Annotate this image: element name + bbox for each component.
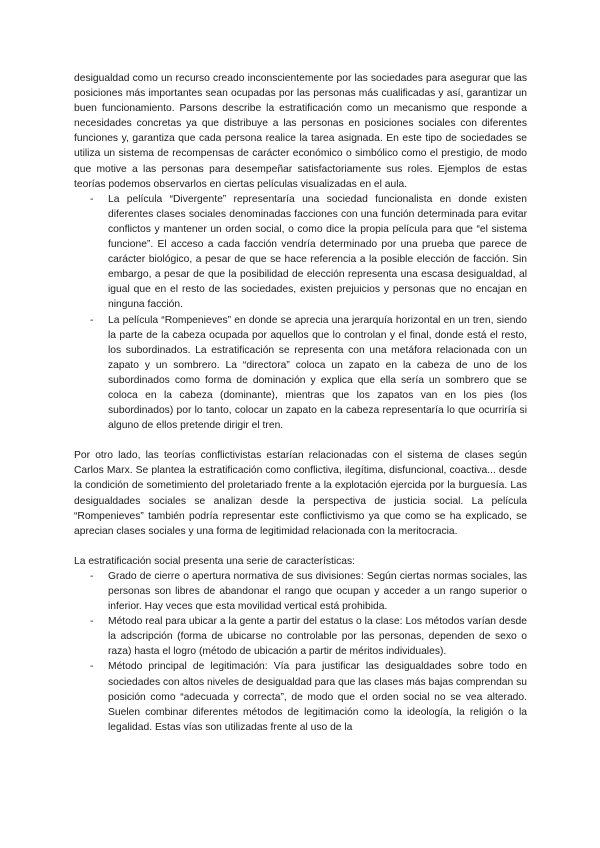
list-item-legitimation-method: - Método principal de legitimación: Vía para justificar las desigualdades sobre todo en sociedades con altos niveles de desigualdad para que las clases más bajas comprendan su posición como “adecuada y correcta”, de modo que el orden social no se vea alterado. Suelen combinar diferentes métodos de legitimación como la ideología, la religión o la legalidad. Estas vías son utilizadas frente al uso de la: [74, 659, 527, 734]
list-item-divergente: - La película “Divergente” representaría una sociedad funcionalista en donde existen diferentes clases sociales denominadas facciones con una función determinada para evitar conflictos y mantener un orden social, o como dice la propia película para que “el sistema funcione”. El acceso a cada facción vendría determinado por una prueba que parece de carácter biológico, a pesar de que se hace referencia a la posible elección de facción. Sin embargo, a pesar de que la posibilidad de elección representa una escasa desigualdad, al igual que en el resto de las sociedades, existen prejuicios y personas que no encajan en ninguna facción.: [74, 192, 527, 313]
characteristics-intro: La estratificación social presenta una serie de características:: [74, 555, 356, 567]
page-content: [74, 71, 527, 735]
spacer: [74, 539, 527, 554]
list-item-rompenieves: - La película “Rompenieves” en donde se aprecia una jerarquía horizontal en un tren, siendo la parte de la cabeza ocupada por aquellos que lo controlan y el final, donde está el resto, los subordinados. La estratificación se representa con una metáfora relacionada con un zapato y un sombrero. La “directora” coloca un zapato en la cabeza de uno de los subordinados como forma de dominación y explica que ella sería un sombrero que se coloca en la cabeza (dominante), mientras que los zapatos van en los pies (los subordinados) por lo tanto, colocar un zapato en la cabeza representaría lo que ocurriría si alguno de ellos pretende dirigir el tren.: [74, 313, 527, 434]
spacer: [74, 433, 527, 448]
paragraph-functionalism: desigualdad como un recurso creado inconscientemente por las sociedades para asegurar que las posiciones más importantes sean ocupadas por las personas más cualificadas y así, garantizar un buen funcionamiento. Parsons describe la estratificación como un mecanismo que responde a necesidades concretas ya que distribuye a las personas en posiciones sociales con diferentes funciones y, garantiza que cada persona realice la tarea asignada. En este tipo de sociedades se utiliza un sistema de recompensas de carácter económico o simbólico como el prestigio, de modo que motive a las personas para desempeñar satisfactoriamente sus roles. Ejemplos de estas teorías podemos observarlos en ciertas películas visualizadas en el aula.: [74, 73, 527, 190]
list-item-placement-method: - Método real para ubicar a la gente a partir del estatus o la clase: Los métodos varían desde la adscripción (forma de ubicarse no controlable por las personas, dependen de sexo o raza) hasta el logro (método de ubicación a partir de méritos individuales).: [74, 614, 527, 659]
film-examples-list: [74, 192, 527, 434]
characteristics-list: [74, 569, 527, 735]
paragraph-conflictivism: Por otro lado, las teorías conflictivistas estarían relacionadas con el sistema de clases según Carlos Marx. Se plantea la estratificación como conflictiva, ilegítima, disfuncional, coactiva... desde la condición de sometimiento del proletariado frente a la explotación ejercida por la burguesía. Las desigualdades sociales se analizan desde la perspectiva de justicia social. La película “Rompenieves” también podría representar este conflictivismo ya que como se ha explicado, se aprecian clases sociales y una forma de legitimidad relacionada con la meritocracia.: [74, 450, 527, 537]
list-item-closure-degree: - Grado de cierre o apertura normativa de sus divisiones: Según ciertas normas sociales, las personas son libres de abandonar el rango que ocupan y acceder a un rango superior o inferior. Hay veces que esta movilidad vertical está prohibida.: [74, 569, 527, 614]
